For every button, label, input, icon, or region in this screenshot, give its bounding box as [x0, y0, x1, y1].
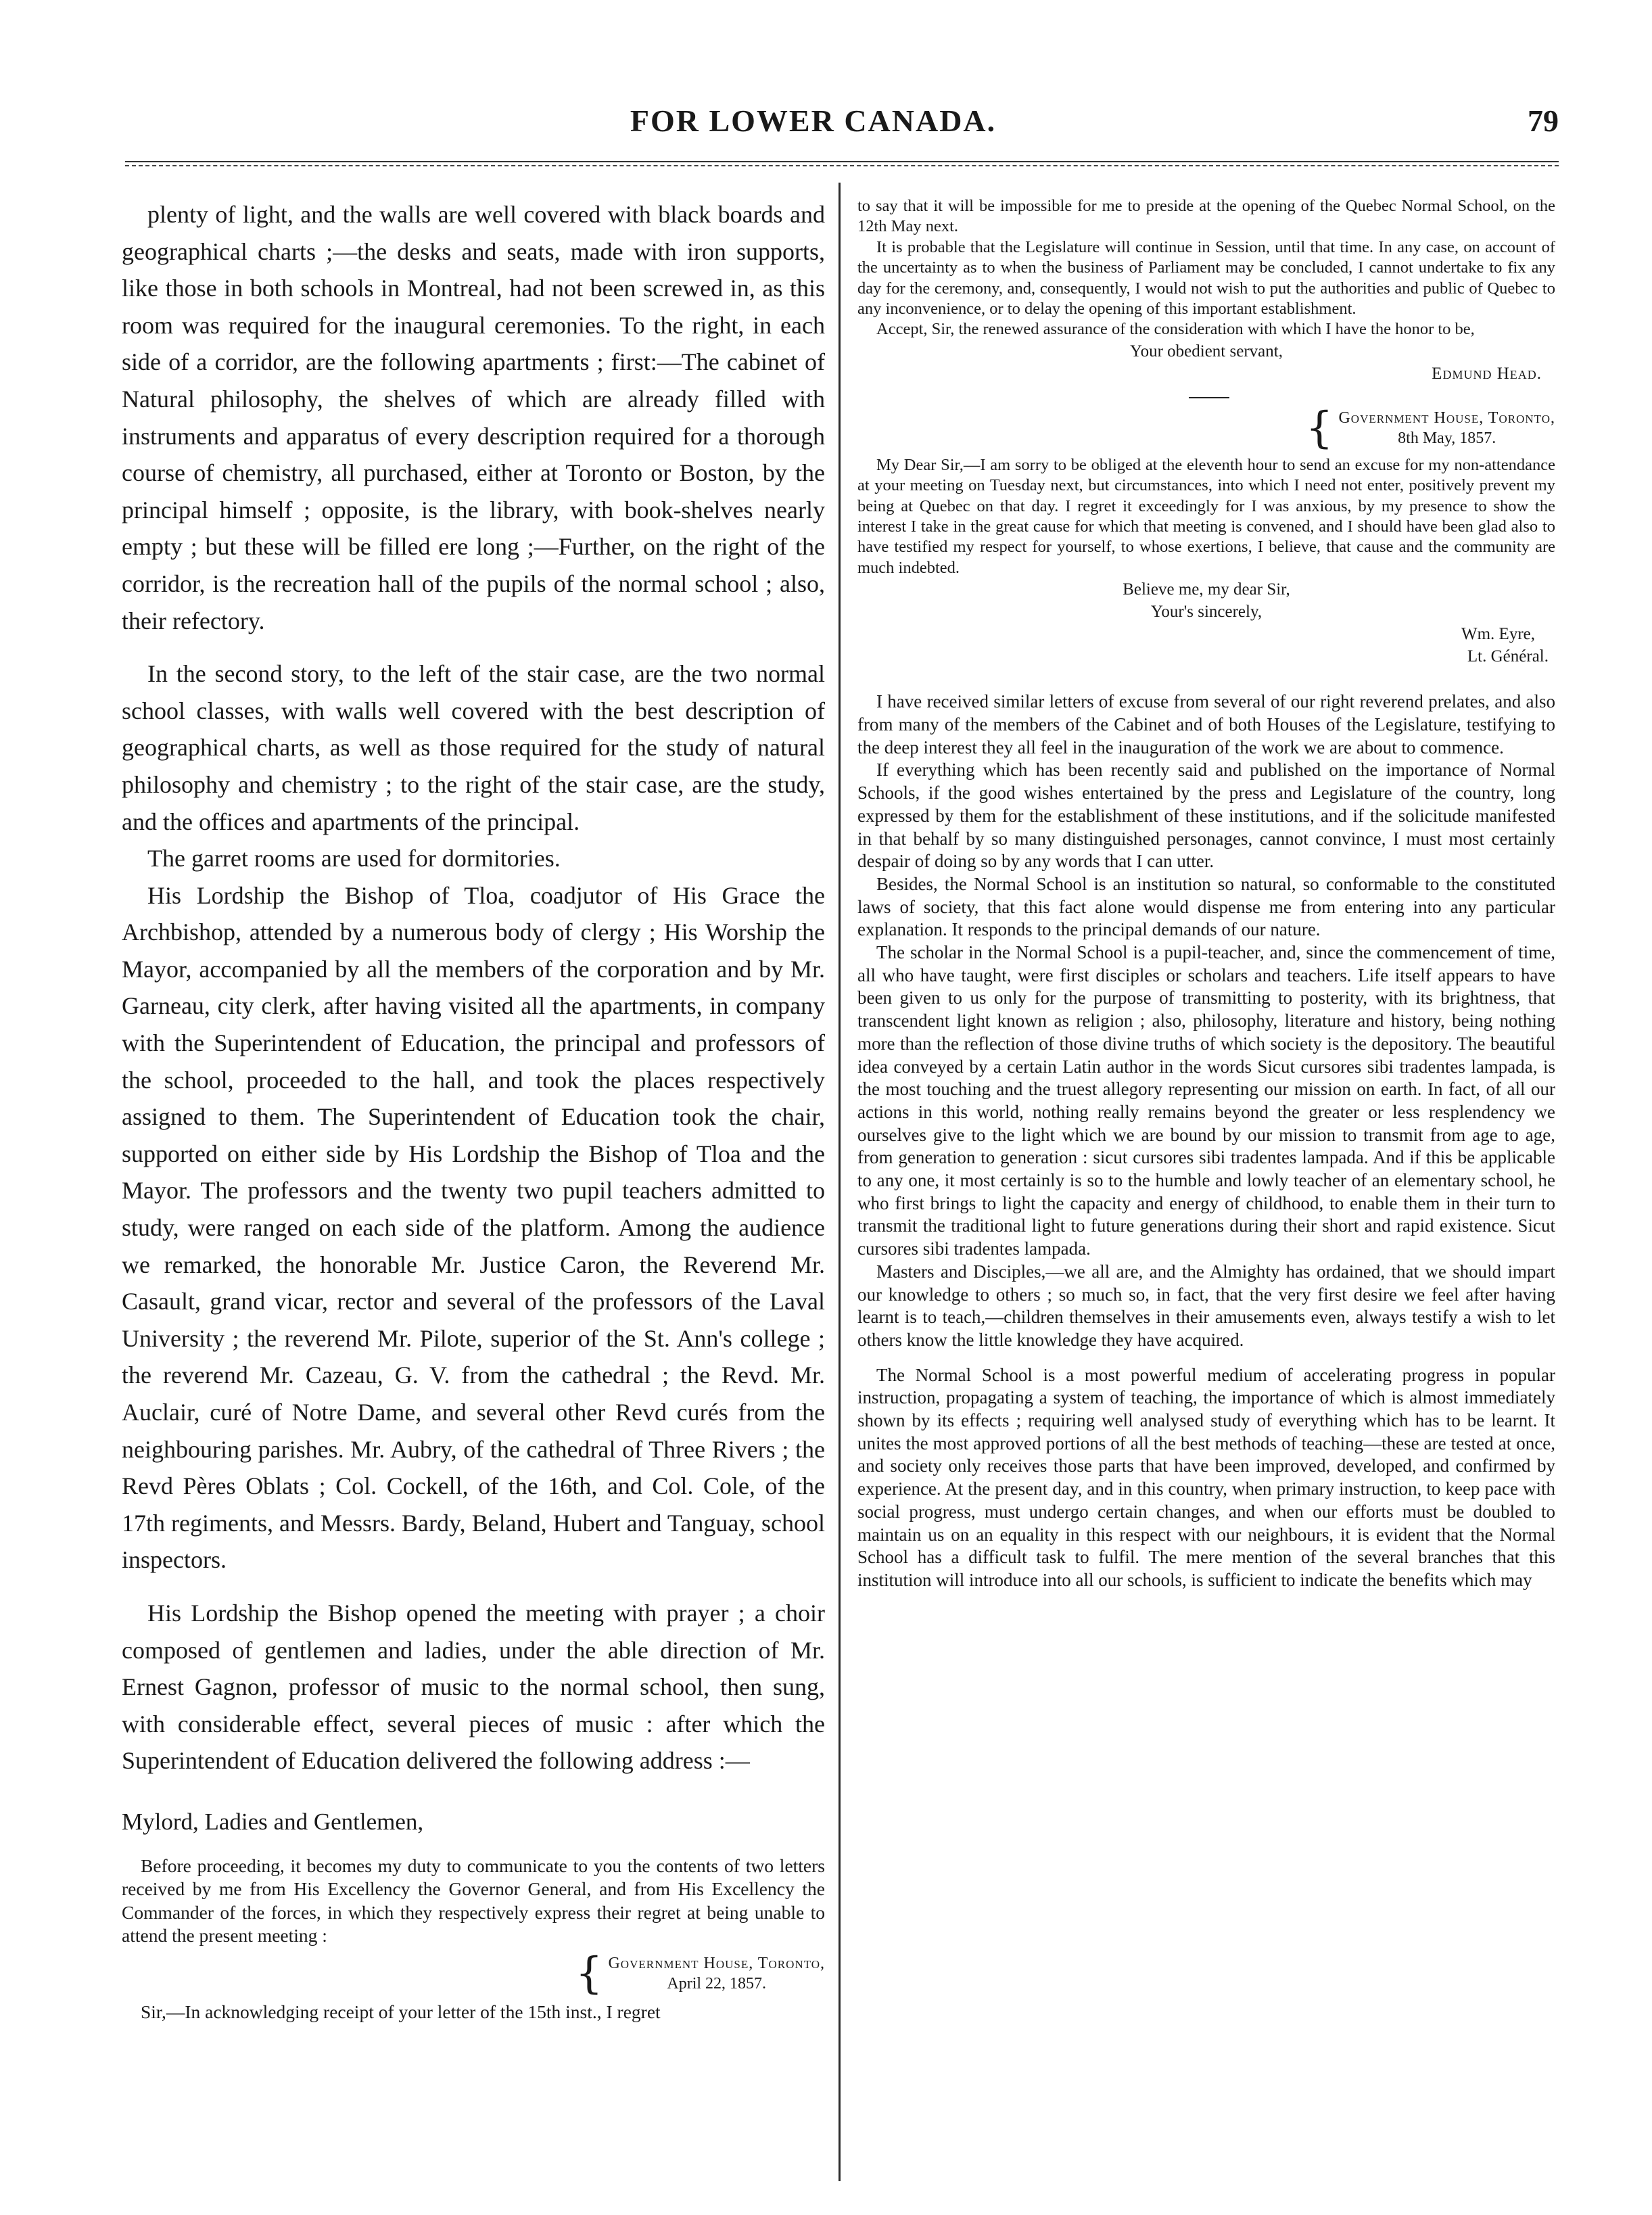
paragraph: Besides, the Normal School is an institution so natural, so conformable to the constituted laws of society, that this fact alone would dispense me from entering into any particular explanation. It responds to the principal demands of our nature. [857, 873, 1555, 940]
dateline [857, 402, 1555, 453]
letter-text: to say that it will be impossible for me to preside at the opening of the Quebec Normal School, on the 12th May next. [857, 197, 1555, 236]
dateline-date: April 22, 1857. [667, 1974, 767, 1992]
dateline [122, 1948, 825, 1999]
paragraph: I have received similar letters of excuse from several of our right reverend prelates, and also from many of the members of the Cabinet and of both Houses of the Legislature, testifying to the deep interest they all feel in the inauguration of the work we are about to commence. [857, 691, 1555, 757]
signature: Edmund Head. [1432, 364, 1542, 383]
paragraph: Before proceeding, it becomes my duty to communicate to you the contents of two letters received by me from His Excellency the Governor General, and from His Excellency the Commander of the forces, in which they respectively express their regret at being unable to attend the present meeting : [122, 1855, 825, 1946]
paragraph: His Lordship the Bishop of Tloa, coadjutor of His Grace the Archbishop, attended by a numerous body of clergy ; His Worship the Mayor, accompanied by all the members of the corporation and by Mr. Garneau, city clerk, after having visited all the apartments, in company with the Superintendent of Education, the principal and professors of the school, proceeded to the hall, and took the places respectively assigned to them. The Superintendent of Education took the chair, supported on either side by His Lordship the Bishop of Tloa and the Mayor. The professors and the twenty two pupil teachers admitted to study, were ranged on each side of the platform. Among the audience we remarked, the honorable Mr. Justice Caron, the Reverend Mr. Casault, grand vicar, rector and several of the professors of the Laval University ; the reverend Mr. Pilote, superior of the St. Ann's college ; the reverend Mr. Cazeau, G. V. from the cathedral ; the Revd. Mr. Auclair, curé of Notre Dame, and several other Revd curés from the neighbouring parishes. Mr. Aubry, of the cathedral of Three Rivers ; the Revd Pères Oblats ; Col. Cockell, of the 16th, and Col. Cole, of the 17th regiments, and Messrs. Bardy, Beland, Hubert and Tanguay, school inspectors. [122, 881, 825, 1574]
dateline-place: Government House, Toronto, [608, 1954, 825, 1972]
closing: Your's sincerely, [1150, 603, 1262, 622]
letter-text: It is probable that the Legislature will continue in Session, until that time. In any case, on account of the uncertainty as to when the business of Parliament may be concluded, I cannot undertake to fix any day for the ceremony, and, consequently, I would not wish to put the authorities and public of Quebec to any inconvenience, or to delay the opening of this important establishment. [857, 237, 1555, 319]
header-rule [125, 161, 1559, 166]
closing: Your obedient servant, [1130, 342, 1283, 360]
salutation: Mylord, Ladies and Gentlemen, [122, 1808, 424, 1835]
dateline-date: 8th May, 1857. [1398, 429, 1496, 447]
paragraph: His Lordship the Bishop opened the meeting with prayer ; a choir composed of gentlemen and ladies, under the able direction of Mr. Ernest Gagnon, professor of music to the normal school, then sung, with considerable effect, several pieces of music : after which the Superintendent of Education delivered the following address :— [122, 1599, 825, 1775]
dateline-place: Government House, Toronto, [1338, 409, 1555, 427]
closing: Believe me, my dear Sir, [1123, 580, 1290, 599]
right-column [857, 196, 1555, 1592]
paragraph: plenty of light, and the walls are well covered with black boards and geographical charts ;—the desks and seats, made with iron supports, like those in both schools in Montreal, had not been screwed in, as this room was required for the inaugural ceremonies. To the right, in each side of a corridor, are the following apartments ; first:—The cabinet of Natural philosophy, the shelves of which are already filled with instruments and apparatus of every description required for a thorough course of chemistry, all purchased, either at Toronto or Boston, by the principal himself ; opposite, is the library, with book-shelves nearly empty ; but these will be filled ere long ;—Further, on the right of the corridor, is the recreation hall of the pupils of the normal school ; also, their refectory. [122, 201, 825, 634]
paragraph: Masters and Disciples,—we all are, and the Almighty has ordained, that we should impart our knowledge to others ; so much so, in fact, that the very first desire we feel after having learnt is to teach,—children themselves in their amusements even, always testify a wish to let others know the little knowledge they have acquired. [857, 1261, 1555, 1350]
letter-text: My Dear Sir,—I am sorry to be obliged at the eleventh hour to send an excuse for my non-attendance at your meeting on Tuesday next, but circumstances, into which I need not enter, positively prevent my being at Quebec on that day. I regret it exceedingly for I was anxious, by my presence to show the interest I take in the great cause for which that meeting is convened, and I should have been glad also to have testified my respect for yourself, to whose exertions, I believe, that cause and the community are much indebted. [857, 455, 1555, 577]
signature: Lt. Général. [1467, 647, 1549, 666]
short-rule [1189, 397, 1229, 398]
page-header [68, 103, 1559, 150]
left-column [122, 196, 825, 2024]
paragraph: Sir,—In acknowledging receipt of your letter of the 15th inst., I regret [141, 2001, 661, 2022]
running-title: FOR LOWER CANADA. [630, 103, 997, 138]
paragraph: The Normal School is a most powerful medium of accelerating progress in popular instruction, propagating a system of teaching, the importance of which is almost immediately shown by its effects ; requiring well analysed study of everything which has to be learnt. It unites the most approved portions of all the best methods of teaching—these are tested at once, and society only receives those parts that have been improved, developed, and confirmed by experience. At the present day, and in this country, when primary instruction, to keep pace with social progress, must undergo certain changes, and when our efforts must be doubled to maintain us on an equality in this respect with our neighbours, it is evident that the Normal School has a difficult task to fulfil. The mere mention of the several branches that this institution will introduce into all our schools, is sufficient to indicate the benefits which may [857, 1364, 1555, 1590]
brace-glyph: { [575, 1948, 603, 1999]
signature: Wm. Eyre, [1461, 625, 1535, 644]
paragraph: The garret rooms are used for dormitories. [147, 845, 561, 872]
column-divider [839, 183, 841, 2181]
paragraph: If everything which has been recently said and published on the importance of Normal Schools, if the good wishes entertained by the press and Legislature of the country, long expressed by them for the establishment of these institutions, and if the solicitude manifested in that behalf by so many distinguished personages, cannot convince, I must most certainly despair of doing so by any words that I can utter. [857, 760, 1555, 872]
letter-text: Accept, Sir, the renewed assurance of the consideration with which I have the honor to be, [876, 320, 1475, 339]
brace-glyph: { [1305, 402, 1334, 453]
paragraph: In the second story, to the left of the stair case, are the two normal school classes, with walls well covered with the best description of geographical charts, as well as those required for the study of natural philosophy and chemistry ; to the right of the stair case, are the study, and the offices and apartments of the principal. [122, 660, 825, 835]
paragraph: The scholar in the Normal School is a pupil-teacher, and, since the commencement of time, all who have taught, were first disciples or scholars and teachers. Life itself appears to have been given to us only for the purpose of transmitting to posterity, with its brightness, that transcendent light known as religion ; also, philosophy, literature and history, being nothing more than the reflection of those divine truths of which society is the depository. The beautiful idea conveyed by a certain Latin author in the words Sicut cursores sibi tradentes lampada, is the most touching and the truest allegory representing our mission on earth. In fact, of all our actions in this world, nothing really remains beyond the greater or less resplendency we ourselves give to the light which we are bound by our mission to transmit from age to age, from generation to generation : sicut cursores sibi tradentes lampada. And if this be applicable to any one, it most certainly is so to the humble and lowly teacher of an elementary school, he who first brings to light the capacity and energy of childhood, to enable them in their turn to transmit the traditional light to future generations during their short and rapid existence. Sicut cursores sibi tradentes lampada. [857, 942, 1555, 1259]
page-number: 79 [1528, 103, 1559, 138]
